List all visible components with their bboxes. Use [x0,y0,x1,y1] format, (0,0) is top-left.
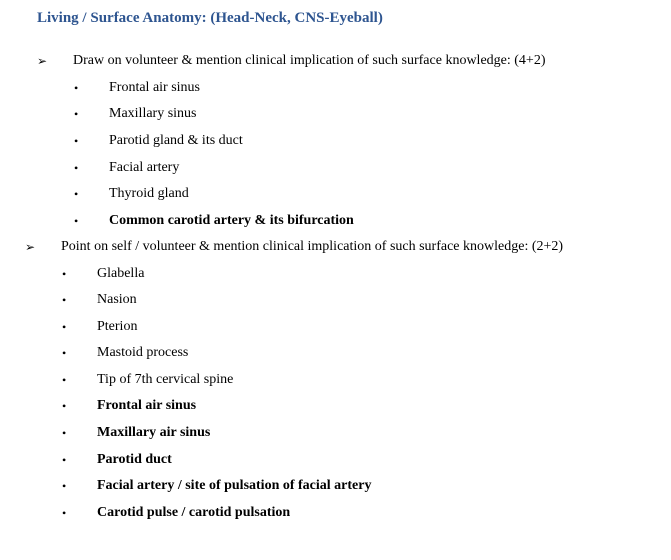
list-item: Parotid duct [97,452,172,467]
list-item: Pterion [97,319,138,334]
bullet-icon: • [74,161,79,175]
bullet-icon: • [74,81,79,95]
bullet-icon: • [62,479,67,493]
list-item: Parotid gland & its duct [109,133,243,148]
list-item: Nasion [97,292,137,307]
bullet-icon: • [74,187,79,201]
list-item: Maxillary air sinus [97,425,211,440]
list-item: Mastoid process [97,345,189,360]
bullet-icon: • [62,399,67,413]
list-item: Carotid pulse / carotid pulsation [97,505,291,520]
bullet-icon: • [62,320,67,334]
bullet-icon: • [62,506,67,520]
list-item: Facial artery / site of pulsation of facial artery [97,478,372,493]
bullet-icon: • [62,293,67,307]
bullet-icon: • [62,267,67,281]
list-item: Common carotid artery & its bifurcation [109,213,354,228]
section-1-heading: Draw on volunteer & mention clinical implication of such surface knowledge: (4+2) [73,53,546,68]
document-title: Living / Surface Anatomy: (Head-Neck, CNS-Eyeball) [37,10,383,26]
list-item: Frontal air sinus [97,398,197,413]
section-2-heading: Point on self / volunteer & mention clinical implication of such surface knowledge: (2+2) [61,239,564,254]
bullet-icon: • [74,107,79,121]
list-item: Tip of 7th cervical spine [97,372,234,387]
bullet-icon: • [62,453,67,467]
bullet-icon: • [74,134,79,148]
list-item: Facial artery [109,160,180,175]
list-item: Glabella [97,266,145,281]
bullet-icon: • [62,373,67,387]
list-item: Frontal air sinus [109,80,200,95]
list-item: Thyroid gland [109,186,189,201]
list-item: Maxillary sinus [109,106,197,121]
bullet-icon: • [74,214,79,228]
bullet-icon: • [62,426,67,440]
arrow-bullet-icon: ➢ [25,240,36,254]
arrow-bullet-icon: ➢ [37,54,48,68]
bullet-icon: • [62,346,67,360]
